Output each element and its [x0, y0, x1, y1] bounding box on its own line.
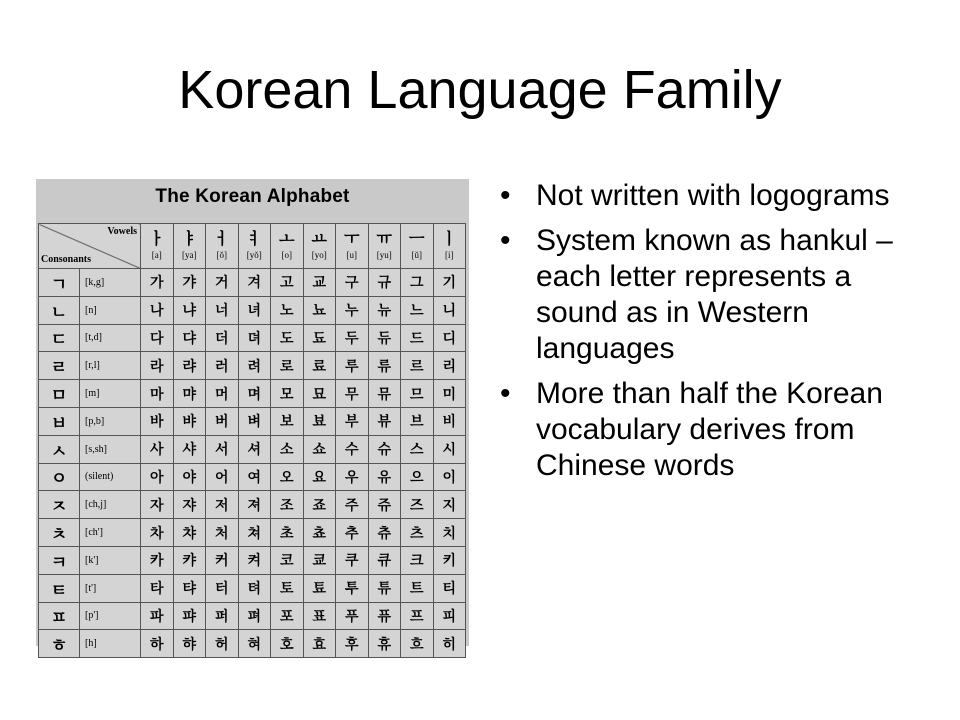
syllable-cell: 쥬 [368, 491, 401, 519]
vowel-glyph: ㅕ [246, 231, 262, 248]
chart-title: The Korean Alphabet [155, 186, 350, 207]
syllable-cell: 로 [271, 352, 304, 380]
syllable-cell: 타 [141, 574, 174, 602]
syllable-cell: 터 [206, 574, 239, 602]
syllable-cell: 노 [271, 296, 304, 324]
syllable-cell: 크 [401, 546, 434, 574]
consonant-glyph: ㅌ [39, 574, 80, 602]
syllable-cell: 햐 [173, 630, 206, 658]
bullet-text: System known as hankul – each letter represents a sound as in Western languages [536, 224, 893, 365]
vowel-header-cell [141, 224, 174, 269]
vowel-romanization: [i] [445, 250, 454, 260]
syllable-cell: 듀 [368, 324, 401, 352]
vowel-header-cell [271, 224, 304, 269]
consonant-glyph: ㅁ [39, 380, 80, 408]
syllable-cell: 피 [433, 602, 466, 630]
syllable-cell: 가 [141, 269, 174, 297]
syllable-cell: 오 [271, 463, 304, 491]
vowel-glyph: ㅓ [214, 231, 230, 248]
syllable-cell: 라 [141, 352, 174, 380]
syllable-cell: 죠 [303, 491, 336, 519]
syllable-cell: 토 [271, 574, 304, 602]
consonant-romanization: [t'] [80, 574, 141, 602]
syllable-cell: 탸 [173, 574, 206, 602]
consonant-glyph: ㄹ [39, 352, 80, 380]
syllable-cell: 튜 [368, 574, 401, 602]
consonant-row [39, 463, 466, 491]
syllable-cell: 뱌 [173, 407, 206, 435]
syllable-cell: 비 [433, 407, 466, 435]
bullet-item [500, 376, 910, 484]
vowel-header-cell [368, 224, 401, 269]
vowel-header-row [39, 224, 466, 269]
consonant-romanization: [h] [80, 630, 141, 658]
syllable-cell: 고 [271, 269, 304, 297]
consonant-romanization: [m] [80, 380, 141, 408]
consonant-glyph: ㅊ [39, 519, 80, 547]
syllable-cell: 키 [433, 546, 466, 574]
syllable-cell: 브 [401, 407, 434, 435]
slide-title: Korean Language Family [178, 60, 782, 120]
syllable-cell: 히 [433, 630, 466, 658]
syllable-cell: 유 [368, 463, 401, 491]
syllable-cell: 류 [368, 352, 401, 380]
consonant-glyph: ㅎ [39, 630, 80, 658]
vowel-glyph: ㅑ [181, 231, 197, 248]
consonant-glyph: ㅈ [39, 491, 80, 519]
vowel-romanization: [yu] [376, 250, 392, 260]
syllable-cell: 뎌 [238, 324, 271, 352]
syllable-cell: 누 [336, 296, 369, 324]
consonant-row [39, 324, 466, 352]
vowel-romanization: [ya] [182, 250, 197, 260]
syllable-cell: 으 [401, 463, 434, 491]
syllable-cell: 커 [206, 546, 239, 574]
consonant-row [39, 630, 466, 658]
syllable-cell: 코 [271, 546, 304, 574]
syllable-cell: 퍄 [173, 602, 206, 630]
bullet-marker: • [500, 179, 511, 212]
syllable-cell: 포 [271, 602, 304, 630]
syllable-cell: 드 [401, 324, 434, 352]
syllable-cell: 슈 [368, 435, 401, 463]
syllable-cell: 주 [336, 491, 369, 519]
vowel-glyph: ㅛ [311, 231, 327, 248]
syllable-cell: 므 [401, 380, 434, 408]
vowel-header-cell [206, 224, 239, 269]
syllable-cell: 리 [433, 352, 466, 380]
syllable-cell: 느 [401, 296, 434, 324]
bullet-marker: • [500, 377, 511, 410]
syllable-cell: 겨 [238, 269, 271, 297]
syllable-cell: 초 [271, 519, 304, 547]
syllable-cell: 더 [206, 324, 239, 352]
syllable-cell: 루 [336, 352, 369, 380]
alphabet-table [38, 223, 466, 658]
syllable-cell: 파 [141, 602, 174, 630]
bullet-item [500, 223, 910, 367]
consonant-romanization: [ch,j] [80, 491, 141, 519]
syllable-cell: 요 [303, 463, 336, 491]
syllable-cell: 댜 [173, 324, 206, 352]
consonant-row [39, 269, 466, 297]
syllable-cell: 즈 [401, 491, 434, 519]
syllable-cell: 그 [401, 269, 434, 297]
syllable-cell: 캬 [173, 546, 206, 574]
syllable-cell: 차 [141, 519, 174, 547]
vowel-romanization: [a] [151, 250, 162, 260]
syllable-cell: 구 [336, 269, 369, 297]
syllable-cell: 표 [303, 602, 336, 630]
vowel-romanization: [ŏ] [216, 250, 227, 260]
consonant-row [39, 352, 466, 380]
syllable-cell: 기 [433, 269, 466, 297]
syllable-cell: 치 [433, 519, 466, 547]
consonant-romanization: [t,d] [80, 324, 141, 352]
syllable-cell: 녀 [238, 296, 271, 324]
syllable-cell: 샤 [173, 435, 206, 463]
syllable-cell: 챠 [173, 519, 206, 547]
syllable-cell: 뵤 [303, 407, 336, 435]
vowels-label: Vowels [107, 226, 137, 237]
syllable-cell: 갸 [173, 269, 206, 297]
consonant-row [39, 546, 466, 574]
syllable-cell: 야 [173, 463, 206, 491]
syllable-cell: 카 [141, 546, 174, 574]
syllable-cell: 미 [433, 380, 466, 408]
syllable-cell: 다 [141, 324, 174, 352]
consonant-romanization: [r,l] [80, 352, 141, 380]
syllable-cell: 져 [238, 491, 271, 519]
vowel-glyph: ㅏ [149, 231, 165, 248]
consonant-romanization: (silent) [80, 463, 141, 491]
syllable-cell: 부 [336, 407, 369, 435]
syllable-cell: 스 [401, 435, 434, 463]
syllable-cell: 모 [271, 380, 304, 408]
consonant-row [39, 602, 466, 630]
consonant-glyph: ㅂ [39, 407, 80, 435]
syllable-cell: 도 [271, 324, 304, 352]
syllable-cell: 보 [271, 407, 304, 435]
vowel-header-cell [336, 224, 369, 269]
syllable-cell: 후 [336, 630, 369, 658]
syllable-cell: 너 [206, 296, 239, 324]
vowel-glyph: ㅗ [279, 231, 295, 248]
syllable-cell: 버 [206, 407, 239, 435]
syllable-cell: 서 [206, 435, 239, 463]
consonant-romanization: [k,g] [80, 269, 141, 297]
syllable-cell: 쳐 [238, 519, 271, 547]
syllable-cell: 니 [433, 296, 466, 324]
korean-alphabet-chart [36, 179, 469, 656]
syllable-cell: 두 [336, 324, 369, 352]
syllable-cell: 지 [433, 491, 466, 519]
consonants-label: Consonants [41, 254, 92, 265]
vowel-romanization: [yŏ] [246, 250, 262, 260]
syllable-cell: 퓨 [368, 602, 401, 630]
syllable-cell: 하 [141, 630, 174, 658]
syllable-cell: 됴 [303, 324, 336, 352]
bullet-item [500, 178, 910, 214]
vowel-header-cell [173, 224, 206, 269]
syllable-cell: 셔 [238, 435, 271, 463]
vowel-glyph: ㅡ [409, 231, 425, 248]
syllable-cell: 료 [303, 352, 336, 380]
syllable-cell: 르 [401, 352, 434, 380]
syllable-cell: 어 [206, 463, 239, 491]
syllable-cell: 호 [271, 630, 304, 658]
table-corner-cell [39, 224, 141, 269]
syllable-cell: 추 [336, 519, 369, 547]
vowel-header-cell [238, 224, 271, 269]
consonant-glyph: ㅅ [39, 435, 80, 463]
syllable-cell: 거 [206, 269, 239, 297]
syllable-cell: 여 [238, 463, 271, 491]
consonant-row [39, 296, 466, 324]
syllable-cell: 아 [141, 463, 174, 491]
consonant-romanization: [k'] [80, 546, 141, 574]
consonant-row [39, 380, 466, 408]
syllable-cell: 마 [141, 380, 174, 408]
consonant-glyph: ㅍ [39, 602, 80, 630]
syllable-cell: 며 [238, 380, 271, 408]
vowel-header-cell [433, 224, 466, 269]
consonant-glyph: ㅋ [39, 546, 80, 574]
syllable-cell: 묘 [303, 380, 336, 408]
syllable-cell: 수 [336, 435, 369, 463]
syllable-cell: 이 [433, 463, 466, 491]
syllable-cell: 허 [206, 630, 239, 658]
syllable-cell: 휴 [368, 630, 401, 658]
consonant-row [39, 519, 466, 547]
syllable-cell: 자 [141, 491, 174, 519]
syllable-cell: 사 [141, 435, 174, 463]
syllable-cell: 투 [336, 574, 369, 602]
syllable-cell: 규 [368, 269, 401, 297]
syllable-cell: 러 [206, 352, 239, 380]
vowel-romanization: [yo] [311, 250, 327, 260]
syllable-cell: 푸 [336, 602, 369, 630]
syllable-cell: 트 [401, 574, 434, 602]
syllable-cell: 쿠 [336, 546, 369, 574]
syllable-cell: 조 [271, 491, 304, 519]
syllable-cell: 프 [401, 602, 434, 630]
syllable-cell: 디 [433, 324, 466, 352]
syllable-cell: 무 [336, 380, 369, 408]
syllable-cell: 켜 [238, 546, 271, 574]
syllable-cell: 쇼 [303, 435, 336, 463]
bullet-text: Not written with logograms [536, 179, 890, 212]
consonant-glyph: ㄴ [39, 296, 80, 324]
syllable-cell: 티 [433, 574, 466, 602]
syllable-cell: 툐 [303, 574, 336, 602]
vowel-glyph: ㅣ [441, 231, 457, 248]
syllable-cell: 뮤 [368, 380, 401, 408]
syllable-cell: 려 [238, 352, 271, 380]
consonant-romanization: [p'] [80, 602, 141, 630]
syllable-cell: 흐 [401, 630, 434, 658]
consonant-glyph: ㄷ [39, 324, 80, 352]
syllable-cell: 퍼 [206, 602, 239, 630]
bullet-list [500, 178, 910, 493]
vowel-glyph: ㅜ [344, 231, 360, 248]
bullet-marker: • [500, 224, 511, 257]
syllable-cell: 먀 [173, 380, 206, 408]
syllable-cell: 교 [303, 269, 336, 297]
syllable-cell: 냐 [173, 296, 206, 324]
syllable-cell: 쿄 [303, 546, 336, 574]
syllable-cell: 나 [141, 296, 174, 324]
syllable-cell: 소 [271, 435, 304, 463]
syllable-cell: 효 [303, 630, 336, 658]
syllable-cell: 저 [206, 491, 239, 519]
vowel-header-cell [303, 224, 336, 269]
syllable-cell: 츄 [368, 519, 401, 547]
syllable-cell: 벼 [238, 407, 271, 435]
syllable-cell: 시 [433, 435, 466, 463]
consonant-row [39, 491, 466, 519]
syllable-cell: 우 [336, 463, 369, 491]
consonant-romanization: [n] [80, 296, 141, 324]
consonant-row [39, 407, 466, 435]
vowel-romanization: [u] [346, 250, 357, 260]
vowel-romanization: [ŭ] [411, 250, 422, 260]
syllable-cell: 혀 [238, 630, 271, 658]
syllable-cell: 츠 [401, 519, 434, 547]
vowel-romanization: [o] [281, 250, 292, 260]
syllable-cell: 쵸 [303, 519, 336, 547]
syllable-cell: 뇨 [303, 296, 336, 324]
vowel-glyph: ㅠ [376, 231, 392, 248]
syllable-cell: 바 [141, 407, 174, 435]
syllable-cell: 큐 [368, 546, 401, 574]
vowel-header-cell [401, 224, 434, 269]
consonant-romanization: [p,b] [80, 407, 141, 435]
consonant-row [39, 574, 466, 602]
syllable-cell: 처 [206, 519, 239, 547]
syllable-cell: 쟈 [173, 491, 206, 519]
syllable-cell: 뉴 [368, 296, 401, 324]
bullet-text: More than half the Korean vocabulary derives from Chinese words [536, 377, 883, 482]
consonant-row [39, 435, 466, 463]
consonant-romanization: [ch'] [80, 519, 141, 547]
syllable-cell: 텨 [238, 574, 271, 602]
syllable-cell: 랴 [173, 352, 206, 380]
syllable-cell: 펴 [238, 602, 271, 630]
consonant-romanization: [s,sh] [80, 435, 141, 463]
syllable-cell: 머 [206, 380, 239, 408]
consonant-glyph: ㄱ [39, 269, 80, 297]
consonant-glyph: ㅇ [39, 463, 80, 491]
syllable-cell: 뷰 [368, 407, 401, 435]
